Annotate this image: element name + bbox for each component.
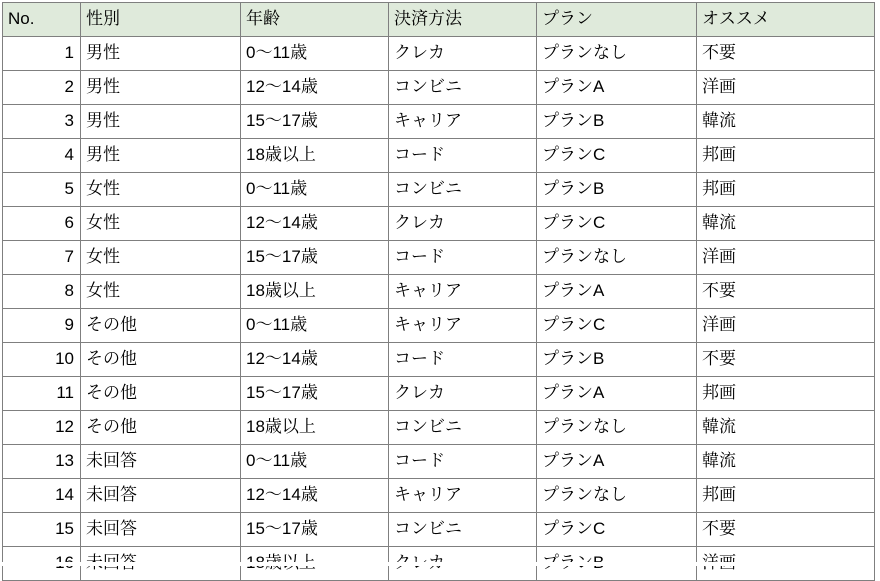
table-row bbox=[3, 275, 875, 309]
cell-plan[interactable]: プランA bbox=[537, 377, 697, 411]
cell-gender[interactable]: 未回答 bbox=[81, 445, 241, 479]
cell-payment[interactable]: キャリア bbox=[389, 479, 537, 513]
cell-plan[interactable]: プランA bbox=[537, 445, 697, 479]
cell-gender[interactable]: 男性 bbox=[81, 139, 241, 173]
cell-gender[interactable]: その他 bbox=[81, 411, 241, 445]
cell-recommend[interactable]: 韓流 bbox=[697, 207, 875, 241]
table-row bbox=[3, 241, 875, 275]
cell-no[interactable]: 8 bbox=[3, 275, 81, 309]
table-row bbox=[3, 105, 875, 139]
cell-plan[interactable]: プランなし bbox=[537, 241, 697, 275]
cell-plan[interactable]: プランA bbox=[537, 275, 697, 309]
cell-no[interactable]: 10 bbox=[3, 343, 81, 377]
cell-no[interactable]: 6 bbox=[3, 207, 81, 241]
cell-no[interactable]: 12 bbox=[3, 411, 81, 445]
column-header-age[interactable]: 年齢 bbox=[241, 3, 389, 37]
cell-age[interactable]: 0〜11歳 bbox=[241, 309, 389, 343]
cell-gender[interactable]: 女性 bbox=[81, 241, 241, 275]
cell-no[interactable]: 4 bbox=[3, 139, 81, 173]
cell-no[interactable]: 11 bbox=[3, 377, 81, 411]
cell-no[interactable]: 1 bbox=[3, 37, 81, 71]
cell-age[interactable]: 0〜11歳 bbox=[241, 173, 389, 207]
cell-age[interactable]: 18歳以上 bbox=[241, 411, 389, 445]
cell-gender[interactable]: 男性 bbox=[81, 71, 241, 105]
cell-recommend[interactable]: 不要 bbox=[697, 513, 875, 547]
cell-no[interactable]: 15 bbox=[3, 513, 81, 547]
cell-recommend[interactable]: 韓流 bbox=[697, 105, 875, 139]
table-row bbox=[3, 343, 875, 377]
cell-payment[interactable]: コード bbox=[389, 241, 537, 275]
cell-gender[interactable]: 女性 bbox=[81, 207, 241, 241]
cell-payment[interactable]: クレカ bbox=[389, 377, 537, 411]
cell-plan[interactable]: プランB bbox=[537, 343, 697, 377]
cell-plan[interactable]: プランA bbox=[537, 71, 697, 105]
cell-plan[interactable]: プランC bbox=[537, 139, 697, 173]
cell-payment[interactable]: キャリア bbox=[389, 105, 537, 139]
cell-recommend[interactable]: 邦画 bbox=[697, 479, 875, 513]
cell-recommend[interactable]: 洋画 bbox=[697, 71, 875, 105]
table-header-row bbox=[3, 3, 875, 37]
column-header-plan[interactable]: プラン bbox=[537, 3, 697, 37]
table-row bbox=[3, 173, 875, 207]
cell-no[interactable]: 7 bbox=[3, 241, 81, 275]
cell-recommend[interactable]: 邦画 bbox=[697, 173, 875, 207]
cell-gender[interactable]: 男性 bbox=[81, 37, 241, 71]
sheet-bottom-edge bbox=[2, 562, 874, 566]
table-row bbox=[3, 139, 875, 173]
cell-age[interactable]: 18歳以上 bbox=[241, 139, 389, 173]
cell-payment[interactable]: キャリア bbox=[389, 309, 537, 343]
cell-recommend[interactable]: 洋画 bbox=[697, 241, 875, 275]
spreadsheet-sheet bbox=[0, 2, 880, 566]
cell-payment[interactable]: コンビニ bbox=[389, 513, 537, 547]
cell-recommend[interactable]: 不要 bbox=[697, 343, 875, 377]
column-header-no[interactable]: No. bbox=[3, 3, 81, 37]
cell-gender[interactable]: その他 bbox=[81, 343, 241, 377]
cell-payment[interactable]: コンビニ bbox=[389, 173, 537, 207]
cell-gender[interactable]: 女性 bbox=[81, 173, 241, 207]
cell-plan[interactable]: プランB bbox=[537, 105, 697, 139]
cell-recommend[interactable]: 洋画 bbox=[697, 309, 875, 343]
cell-gender[interactable]: 未回答 bbox=[81, 513, 241, 547]
cell-recommend[interactable]: 邦画 bbox=[697, 377, 875, 411]
cell-no[interactable]: 2 bbox=[3, 71, 81, 105]
table-row bbox=[3, 377, 875, 411]
cell-plan[interactable]: プランB bbox=[537, 173, 697, 207]
cell-payment[interactable]: コンビニ bbox=[389, 411, 537, 445]
cell-recommend[interactable]: 邦画 bbox=[697, 139, 875, 173]
cell-plan[interactable]: プランなし bbox=[537, 37, 697, 71]
table-row bbox=[3, 309, 875, 343]
table-row bbox=[3, 71, 875, 105]
cell-no[interactable]: 14 bbox=[3, 479, 81, 513]
cell-no[interactable]: 5 bbox=[3, 173, 81, 207]
cell-plan[interactable]: プランC bbox=[537, 309, 697, 343]
table-row bbox=[3, 513, 875, 547]
table-row bbox=[3, 207, 875, 241]
cell-gender[interactable]: その他 bbox=[81, 309, 241, 343]
cell-recommend[interactable]: 不要 bbox=[697, 275, 875, 309]
cell-payment[interactable]: コンビニ bbox=[389, 71, 537, 105]
column-header-recommend[interactable]: オススメ bbox=[697, 3, 875, 37]
cell-no[interactable]: 9 bbox=[3, 309, 81, 343]
cell-payment[interactable]: キャリア bbox=[389, 275, 537, 309]
data-table bbox=[2, 2, 875, 581]
cell-gender[interactable]: 男性 bbox=[81, 105, 241, 139]
cell-age[interactable]: 12〜14歳 bbox=[241, 71, 389, 105]
cell-age[interactable]: 15〜17歳 bbox=[241, 105, 389, 139]
table-row bbox=[3, 411, 875, 445]
table-row bbox=[3, 445, 875, 479]
cell-age[interactable]: 12〜14歳 bbox=[241, 479, 389, 513]
cell-age[interactable]: 15〜17歳 bbox=[241, 241, 389, 275]
cell-recommend[interactable]: 不要 bbox=[697, 37, 875, 71]
cell-age[interactable]: 18歳以上 bbox=[241, 275, 389, 309]
cell-age[interactable]: 15〜17歳 bbox=[241, 513, 389, 547]
cell-recommend[interactable]: 韓流 bbox=[697, 445, 875, 479]
cell-payment[interactable]: クレカ bbox=[389, 37, 537, 71]
cell-gender[interactable]: その他 bbox=[81, 377, 241, 411]
cell-payment[interactable]: コード bbox=[389, 139, 537, 173]
column-header-gender[interactable]: 性別 bbox=[81, 3, 241, 37]
cell-no[interactable]: 3 bbox=[3, 105, 81, 139]
cell-payment[interactable]: コード bbox=[389, 445, 537, 479]
cell-payment[interactable]: クレカ bbox=[389, 207, 537, 241]
table-row bbox=[3, 37, 875, 71]
cell-plan[interactable]: プランなし bbox=[537, 479, 697, 513]
cell-plan[interactable]: プランC bbox=[537, 207, 697, 241]
cell-gender[interactable]: 女性 bbox=[81, 275, 241, 309]
cell-age[interactable]: 0〜11歳 bbox=[241, 37, 389, 71]
cell-gender[interactable]: 未回答 bbox=[81, 479, 241, 513]
cell-payment[interactable]: コード bbox=[389, 343, 537, 377]
cell-age[interactable]: 0〜11歳 bbox=[241, 445, 389, 479]
cell-age[interactable]: 12〜14歳 bbox=[241, 343, 389, 377]
cell-no[interactable]: 13 bbox=[3, 445, 81, 479]
cell-age[interactable]: 15〜17歳 bbox=[241, 377, 389, 411]
table-body bbox=[3, 37, 875, 581]
cell-age[interactable]: 12〜14歳 bbox=[241, 207, 389, 241]
table-row bbox=[3, 479, 875, 513]
cell-plan[interactable]: プランC bbox=[537, 513, 697, 547]
cell-plan[interactable]: プランなし bbox=[537, 411, 697, 445]
cell-recommend[interactable]: 韓流 bbox=[697, 411, 875, 445]
column-header-payment[interactable]: 決済方法 bbox=[389, 3, 537, 37]
